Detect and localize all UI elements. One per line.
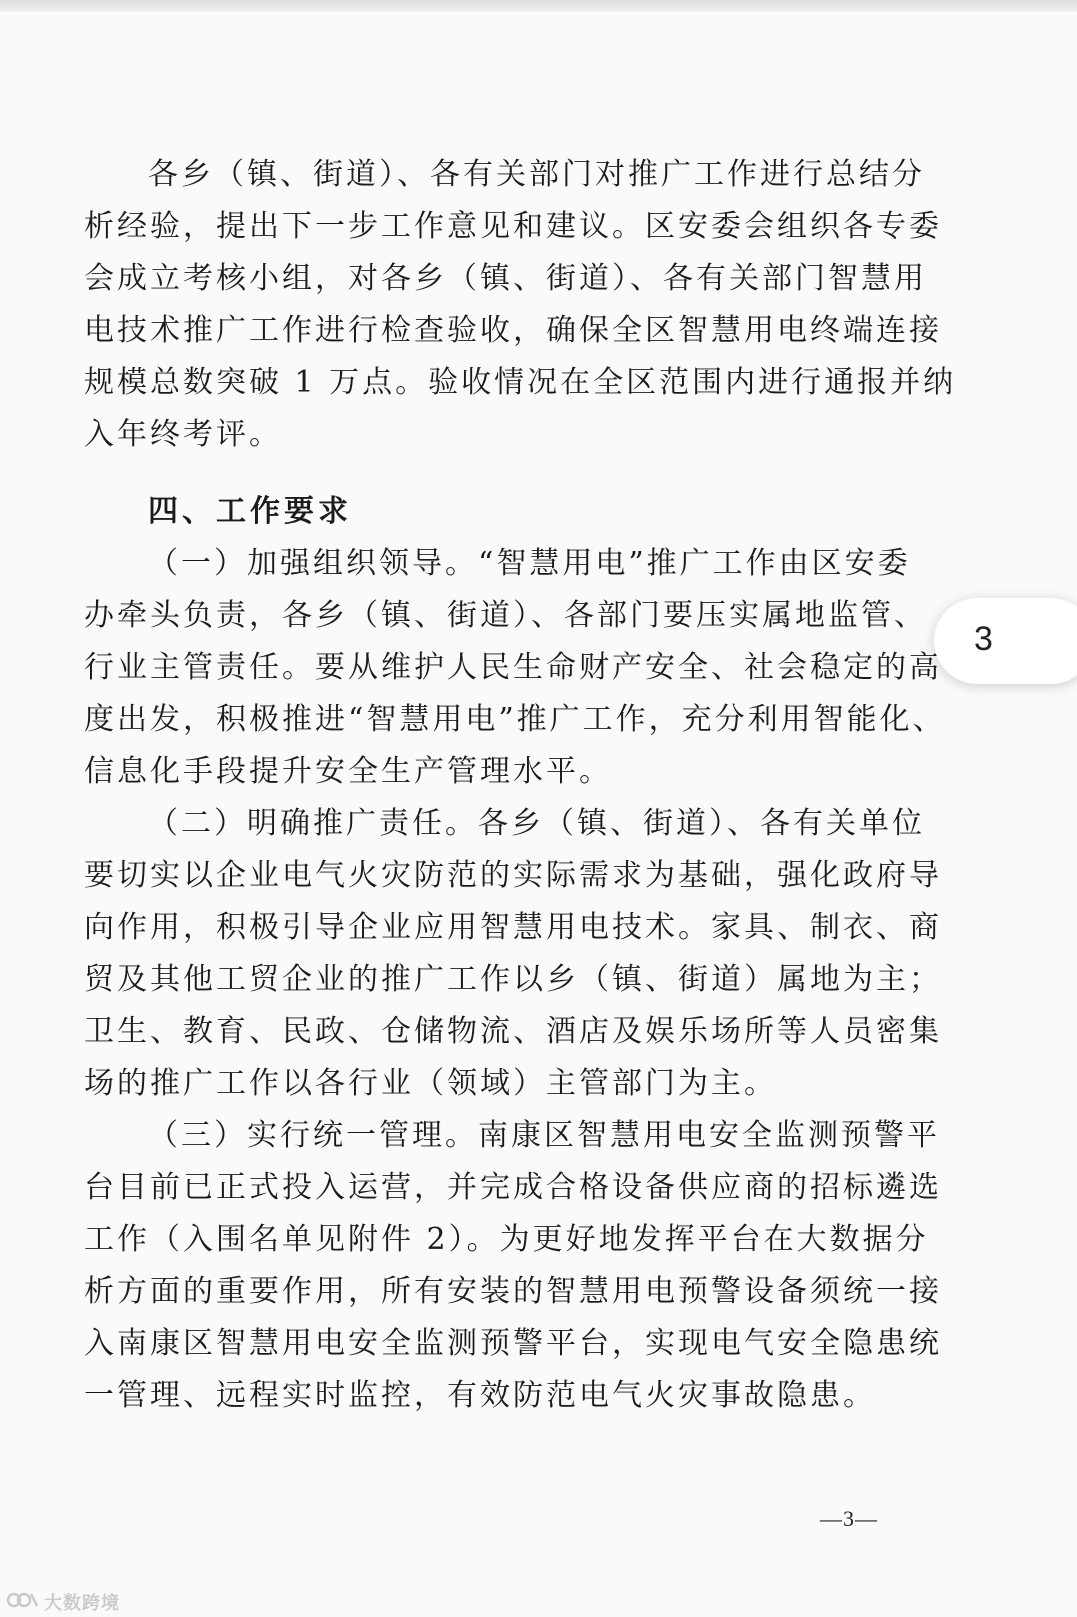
watermark-logo-icon [6,1590,40,1610]
text-line: 入南康区智慧用电安全监测预警平台，实现电气安全隐患统 [84,1326,942,1361]
text-line: （二）明确推广责任。各乡（镇、街道）、各有关单位 [148,806,925,841]
text-line: 电技术推广工作进行检查验收，确保全区智慧用电终端连接 [84,313,942,348]
text-line: 入年终考评。 [84,417,282,452]
paragraph-intro [84,149,957,461]
text-line: 台目前已正式投入运营，并完成合格设备供应商的招标遴选 [84,1170,942,1205]
page-indicator-number: 3 [974,620,993,658]
text-line: 场的推广工作以各行业（领域）主管部门为主。 [84,1066,777,1101]
text-line: 行业主管责任。要从维护人民生命财产安全、社会稳定的高 [84,650,942,685]
text-line: 规模总数突破 1 万点。验收情况在全区范围内进行通报并纳 [84,365,957,400]
text-line: 卫生、教育、民政、仓储物流、酒店及娱乐场所等人员密集 [84,1014,942,1049]
page-footer-number: —3— [820,1506,878,1531]
text-line: （三）实行统一管理。南康区智慧用电安全监测预警平 [148,1118,940,1153]
text-line: 析经验，提出下一步工作意见和建议。区安委会组织各专委 [84,209,942,244]
text-line: 要切实以企业电气火灾防范的实际需求为基础，强化政府导 [84,858,942,893]
text-line: 各乡（镇、街道）、各有关部门对推广工作进行总结分 [148,157,925,192]
text-line: 工作（入围名单见附件 2）。为更好地发挥平台在大数据分 [84,1222,929,1257]
text-line: 向作用，积极引导企业应用智慧用电技术。家具、制衣、商 [84,910,942,945]
paragraph-management [84,1110,942,1422]
document-page [0,12,1077,1617]
text-line: 贸及其他工贸企业的推广工作以乡（镇、街道）属地为主； [84,962,942,997]
text-line: 一管理、远程实时监控，有效防范电气火灾事故隐患。 [84,1378,876,1413]
page-indicator-tab[interactable] [934,598,1077,684]
section-heading: 四、工作要求 [148,494,352,529]
text-line: 度出发，积极推进“智慧用电”推广工作，充分利用智能化、 [84,702,946,737]
text-line: 会成立考核小组，对各乡（镇、街道）、各有关部门智慧用 [84,261,927,296]
text-line: 办牵头负责，各乡（镇、街道）、各部门要压实属地监管、 [84,598,927,633]
watermark-text: 大数跨境 [44,1593,120,1614]
viewer-top-edge [0,0,1077,12]
text-line: 析方面的重要作用，所有安装的智慧用电预警设备须统一接 [84,1274,942,1309]
text-line: （一）加强组织领导。“智慧用电”推广工作由区安委 [148,546,911,581]
paragraph-organization [84,538,946,798]
paragraph-responsibility [84,798,942,1110]
text-line: 信息化手段提升安全生产管理水平。 [84,754,612,789]
